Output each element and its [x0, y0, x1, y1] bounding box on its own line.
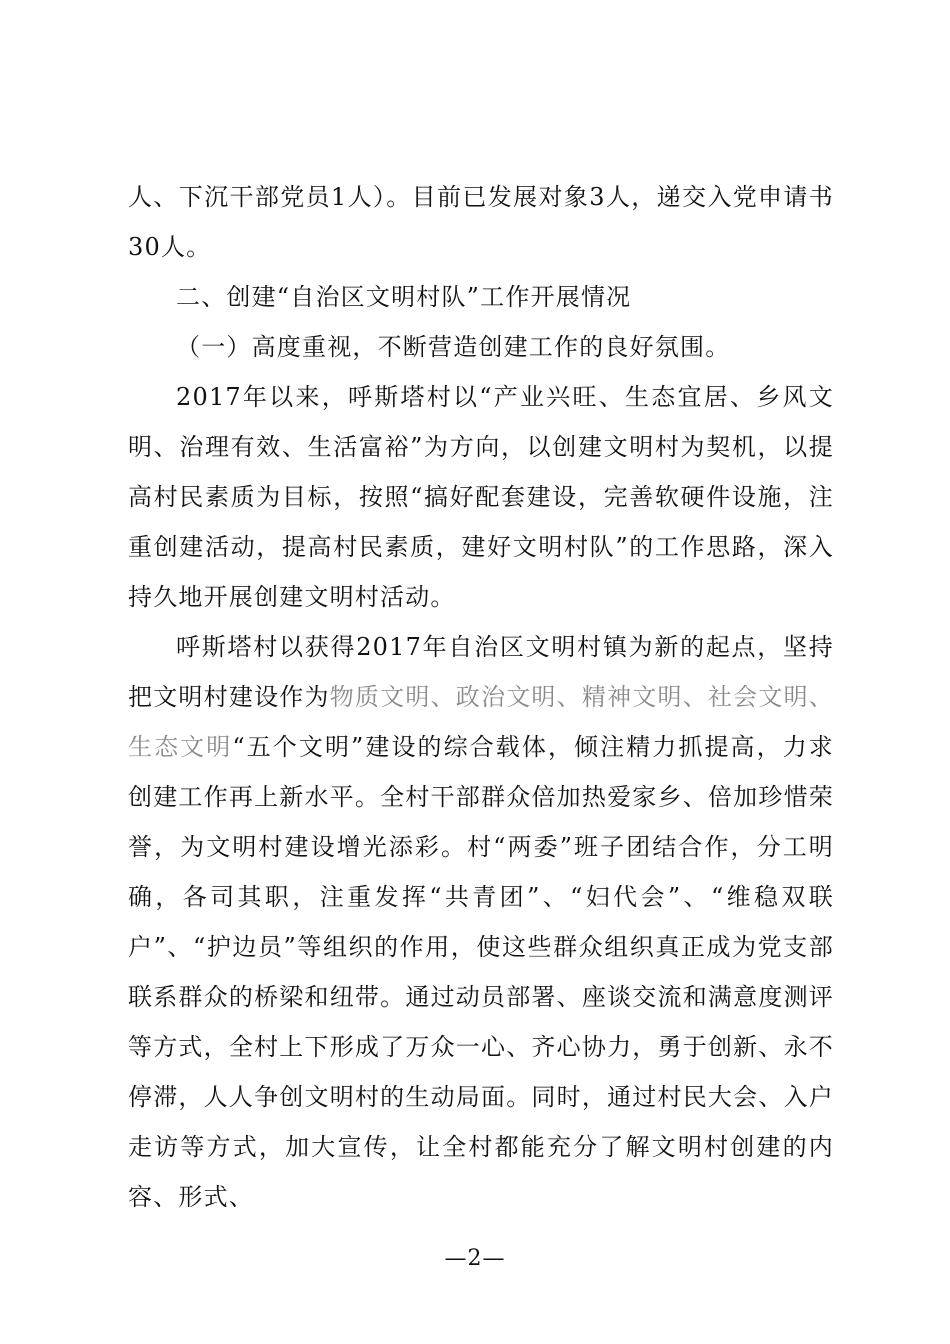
paragraph-text-part: “五个文明”建设的综合载体，倾注精力抓提高，力求创建工作再上新水平。全村干部群众倍加热爱家乡、倍加珍惜荣誉，为文明村建设增光添彩。村“两委”班子团结合作，分工明确，各司其职，注重发挥“共青团”、“妇代会”、“维稳双联户”、“护边员”等组织的作用，使这些群众组织真正成为党支部联系群众的桥梁和纽带。通过动员部署、座谈交流和满意度测评等方式，全村上下形成了万众一心、齐心协力，勇于创新、永不停滞，人人争创文明村的生动局面。同时，通过村民大会、入户走访等方式，加大宣传，让全村都能充分了解文明村创建的内容、形式、	[128, 733, 834, 1211]
page-number: —2—	[444, 1246, 506, 1271]
five-civilizations-highlight: 物质文明、政治文明、精神文明、社会文明、生态文明	[128, 683, 834, 761]
body-text	[128, 172, 834, 1222]
paragraph-text-part: 呼斯塔村以获得2017年自治区文明村镇为新的起点，坚持把文明村建设作为	[128, 633, 834, 711]
paragraph-continuation: 人、下沉干部党员1人）。目前已发展对象3人，递交入党申请书30人。	[128, 183, 834, 261]
paragraph-2017-overview: 2017年以来，呼斯塔村以“产业兴旺、生态宜居、乡风文明、治理有效、生活富裕”为方向，以创建文明村为契机，以提高村民素质为目标，按照“搞好配套建设，完善软硬件设施，注重创建活动，提高村民素质，建好文明村队”的工作思路，深入持久地开展创建文明村活动。	[128, 383, 834, 611]
section-heading: 二、创建“自治区文明村队”工作开展情况	[176, 283, 632, 311]
paragraph-civilization-building	[128, 622, 834, 1222]
subsection-heading: （一）高度重视，不断营造创建工作的良好氛围。	[176, 333, 731, 361]
